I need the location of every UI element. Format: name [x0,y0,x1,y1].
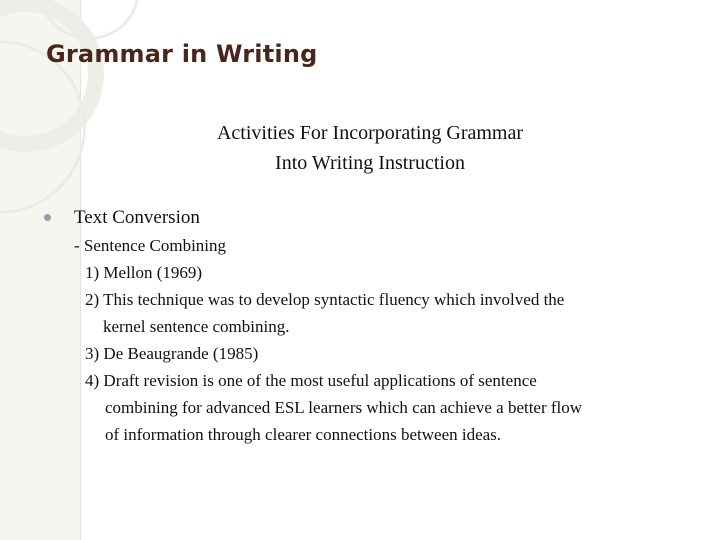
subtitle-line: Into Writing Instruction [275,152,465,174]
slide-title: Grammar in Writing [46,40,318,68]
list-item: 1) Mellon (1969) [85,263,203,282]
bullet-dot-icon [44,214,51,221]
list-item: 4) Draft revision is one of the most useful applications of sentence [85,371,537,390]
slide-subtitle [100,118,640,178]
list-item: 2) This technique was to develop syntactic fluency which involved the [85,290,565,309]
bullet-subheading: - Sentence Combining [74,236,227,255]
bullet-content [74,204,704,448]
list-item: 3) De Beaugrande (1985) [85,344,259,363]
list-item-continuation: of information through clearer connections between ideas. [105,425,502,444]
list-item-continuation: combining for advanced ESL learners which can achieve a better flow [105,398,583,417]
bullet-heading: Text Conversion [74,207,200,228]
subtitle-line: Activities For Incorporating Grammar [216,122,524,144]
list-item-continuation: kernel sentence combining. [103,317,290,336]
